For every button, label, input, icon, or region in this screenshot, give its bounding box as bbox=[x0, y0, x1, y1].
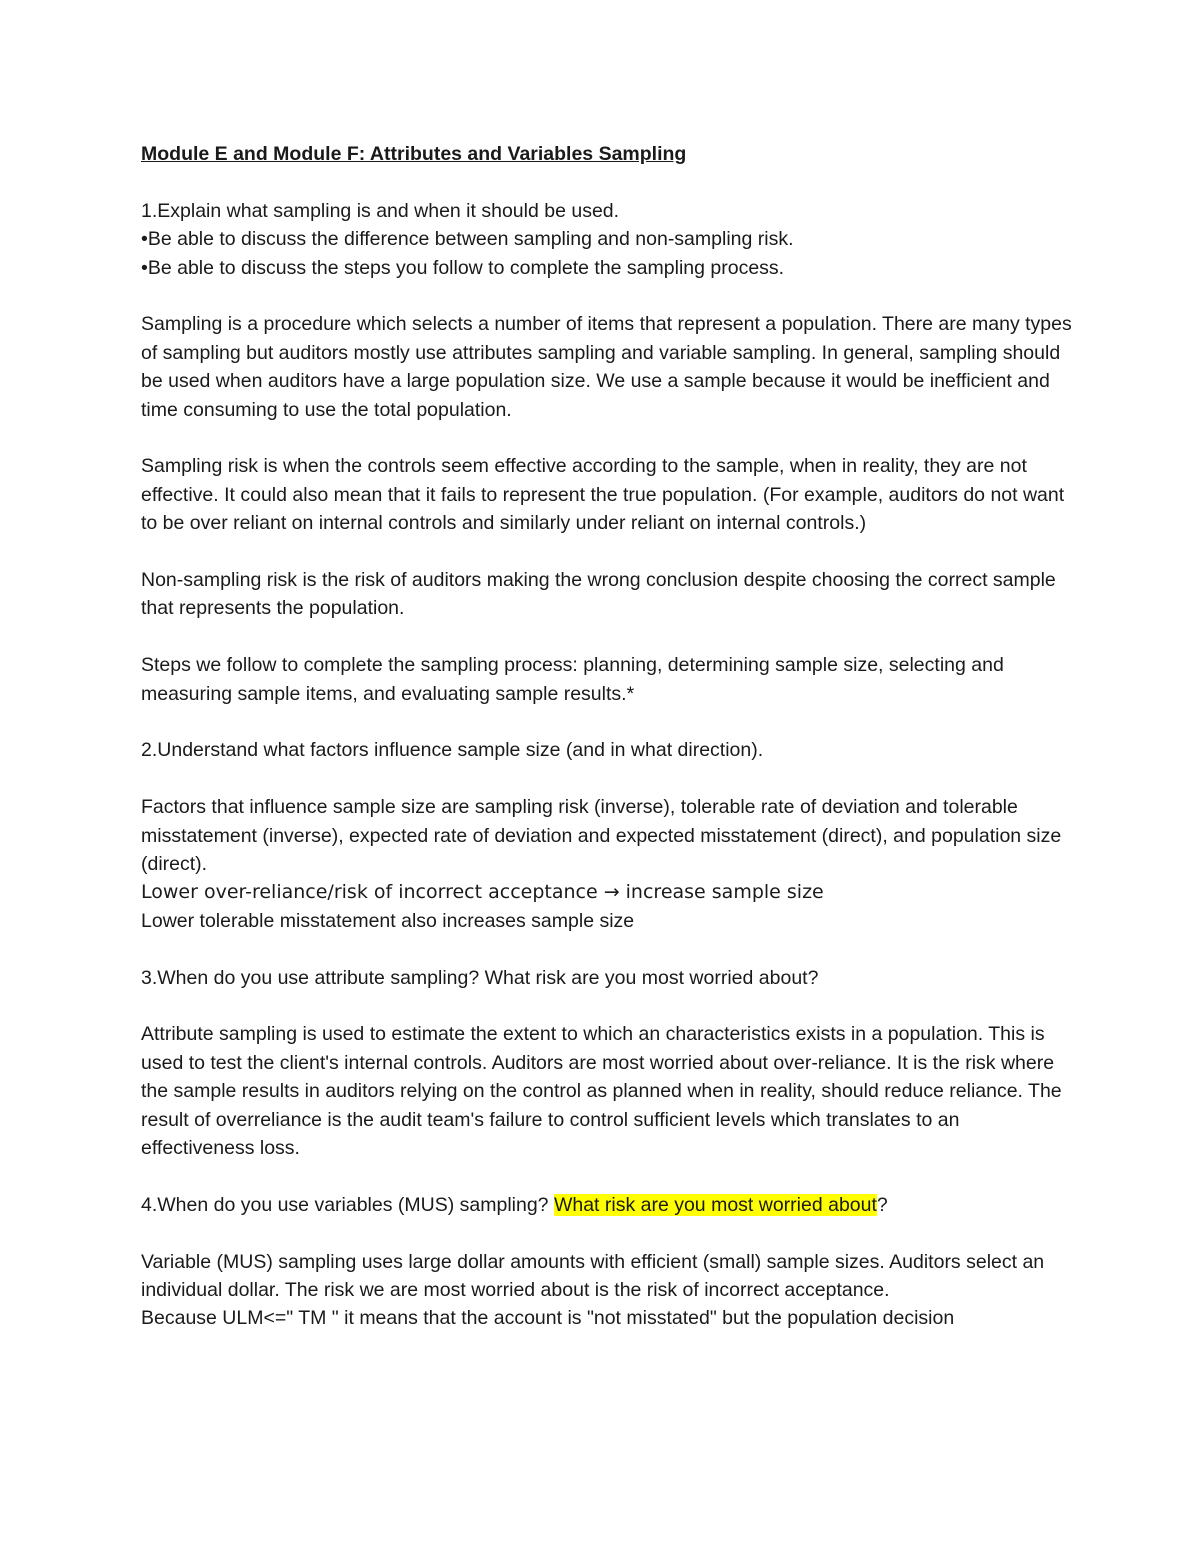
answer-2-line-2: Lower tolerable misstatement also increases sample size bbox=[141, 909, 635, 932]
question-4-start: 4.When do you use variables (MUS) sampling? bbox=[141, 1193, 554, 1216]
question-4-end: ? bbox=[876, 1193, 888, 1216]
question-3: 3.When do you use attribute sampling? What risk are you most worried about? bbox=[141, 966, 819, 989]
question-4 bbox=[141, 1191, 1076, 1219]
document-body bbox=[141, 140, 1076, 1361]
answer-4-line-1: Because ULM<=" TM " it means that the account is "not misstated" but the population decision bbox=[141, 1307, 955, 1330]
question-1-block bbox=[141, 197, 1076, 282]
answer-1-sampling-steps: Steps we follow to complete the sampling process: planning, determining sample size, selecting and measuring sample items, and evaluating sample results.* bbox=[141, 654, 1004, 705]
answer-3-attribute-sampling: Attribute sampling is used to estimate the extent to which an characteristics exists in a population. This is used to test the client's internal controls. Auditors are most worried about over-reliance. It is the risk where the sample results in auditors relying on the control as planned when in reality, should reduce reliance. The result of overreliance is the audit team's failure to control sufficient levels which translates to an effectiveness loss. bbox=[141, 1023, 1062, 1160]
answer-4-mus-sampling: Variable (MUS) sampling uses large dollar amounts with efficient (small) sample sizes. Auditors select an individual dollar. The risk we are most worried about is the risk of incorrect acceptance. bbox=[141, 1250, 1045, 1302]
answer-4-block bbox=[141, 1248, 1076, 1333]
answer-1-non-sampling-risk: Non-sampling risk is the risk of auditors making the wrong conclusion despite choosing the correct sample that represents the population. bbox=[141, 569, 1056, 620]
document-title: Module E and Module F: Attributes and Variables Sampling bbox=[141, 143, 687, 165]
answer-1-sampling-definition: Sampling is a procedure which selects a number of items that represent a population. There are many types of sampling but auditors mostly use attributes sampling and variable sampling. In general, sampling should be used when auditors have a large population size. We use a sample because it would be inefficient and time consuming to use the total population. bbox=[141, 313, 1072, 421]
answer-2-line-1: Lower over-reliance/risk of incorrect acceptance → increase sample size bbox=[141, 881, 824, 904]
question-4-highlight: What risk are you most worried about bbox=[553, 1193, 877, 1216]
question-1-bullet-2: •Be able to discuss the steps you follow to complete the sampling process. bbox=[141, 256, 785, 279]
question-2: 2.Understand what factors influence sample size (and in what direction). bbox=[141, 739, 764, 762]
answer-2-block bbox=[141, 793, 1076, 935]
question-1-bullet-1: •Be able to discuss the difference between sampling and non-sampling risk. bbox=[141, 228, 794, 251]
question-1: 1.Explain what sampling is and when it should be used. bbox=[141, 199, 620, 222]
answer-2-factors: Factors that influence sample size are sampling risk (inverse), tolerable rate of deviation and tolerable misstatement (inverse), expected rate of deviation and expected misstatement (direct), and population size (direct). bbox=[141, 796, 1062, 876]
answer-1-sampling-risk: Sampling risk is when the controls seem effective according to the sample, when in reality, they are not effective. It could also mean that it fails to represent the true population. (For example, auditors do not want to be over reliant on internal controls and similarly under reliant on internal controls.) bbox=[141, 455, 1065, 535]
